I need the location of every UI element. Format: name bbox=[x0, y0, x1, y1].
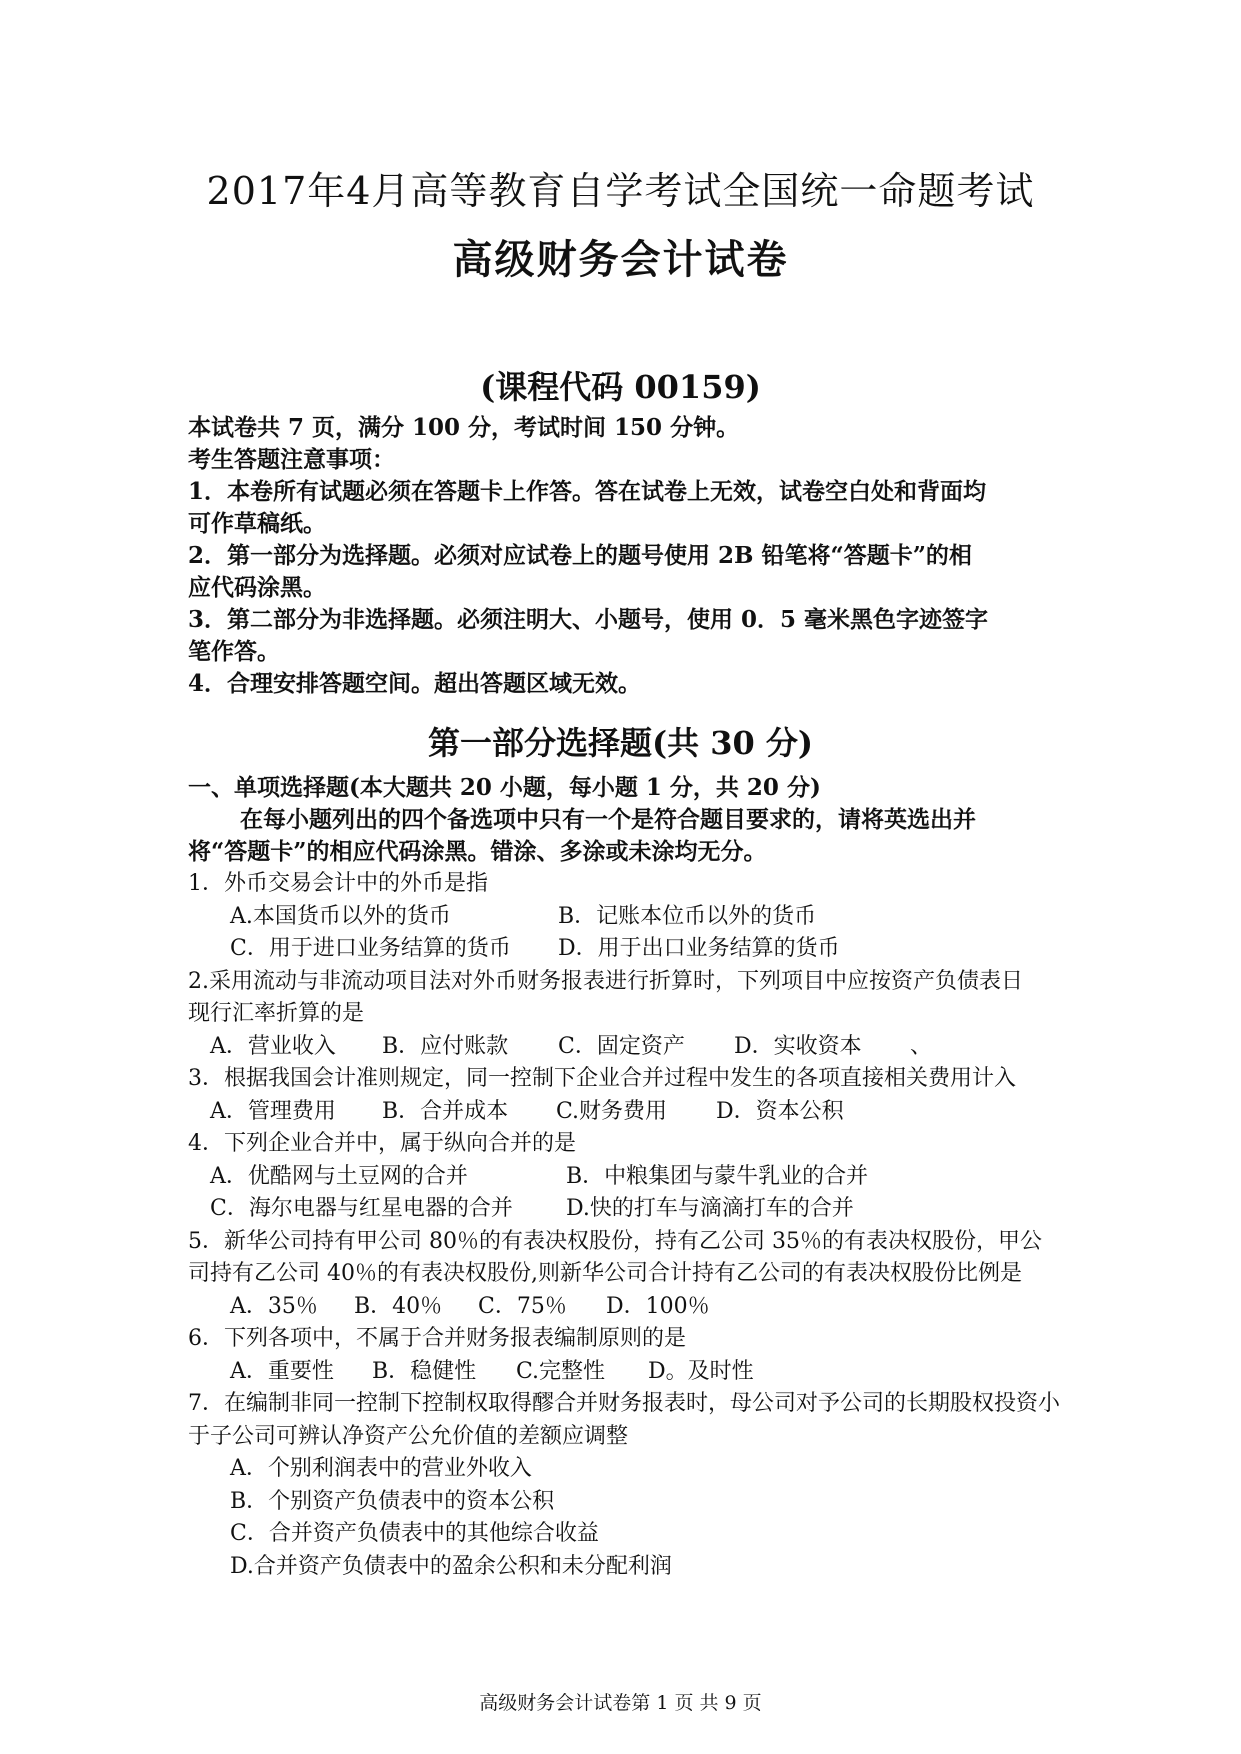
question-5-stem: 司持有乙公司 40％的有表决权股份,则新华公司合计持有乙公司的有表决权股份比例是 bbox=[188, 1261, 1022, 1286]
course-code: (课程代码 00159) bbox=[480, 368, 761, 406]
option-d: D.合并资产负债表中的盈余公积和未分配利润 bbox=[230, 1553, 672, 1579]
option-b: B．记账本位币以外的货币 bbox=[558, 903, 817, 929]
questions bbox=[188, 868, 1068, 1583]
option-b: B．中粮集团与蒙牛乳业的合并 bbox=[566, 1163, 869, 1189]
option-a: A．35％ bbox=[230, 1293, 318, 1319]
exam-title: 2017年4月高等教育自学考试全国统一命题考试 bbox=[206, 169, 1035, 213]
question-7-stem: 于子公司可辨认净资产公允价值的差额应调整 bbox=[188, 1423, 629, 1449]
question-7-stem: 7．在编制非同一控制下控制权取得醪合并财务报表时，母公司对予公司的长期股权投资小 bbox=[188, 1391, 1061, 1416]
option-b: B．40％ bbox=[354, 1293, 443, 1319]
option-a: A．个别利润表中的营业外收入 bbox=[230, 1456, 532, 1481]
question-4-options bbox=[188, 1193, 1068, 1226]
page-footer: 高级财务会计试卷第 1 页 共 9 页 bbox=[479, 1692, 762, 1714]
option-a: A．重要性 bbox=[230, 1358, 334, 1384]
option-d: D．实收资本 bbox=[734, 1033, 862, 1059]
option-c: C．75％ bbox=[478, 1293, 567, 1319]
question-5-options bbox=[188, 1291, 1068, 1324]
question-4-stem: 4．下列企业合并中，属于纵向合并的是 bbox=[188, 1131, 576, 1156]
option-d: D．资本公积 bbox=[716, 1098, 844, 1124]
question-4-options bbox=[188, 1161, 1068, 1194]
option-a: A．管理费用 bbox=[210, 1098, 336, 1124]
question-2-stem: 2.采用流动与非流动项目法对外币财务报表进行折算时，下列项目中应按资产负债表日 bbox=[188, 968, 1023, 994]
option-c: C.完整性 bbox=[516, 1358, 606, 1384]
option-a: A．营业收入 bbox=[210, 1033, 336, 1059]
option-d: D．100％ bbox=[606, 1293, 710, 1319]
instructions bbox=[188, 412, 1068, 700]
option-c: C．海尔电器与红星电器的合并 bbox=[210, 1196, 513, 1221]
option-c: C.财务费用 bbox=[556, 1098, 668, 1124]
question-6-options bbox=[188, 1356, 1068, 1389]
option-d: D．用于出口业务结算的货币 bbox=[558, 936, 840, 961]
notice-line: 可作草稿纸。 bbox=[188, 510, 326, 537]
notice-line: 2．第一部分为选择题。必须对应试卷上的题号使用 2B 铅笔将“答题卡”的相 bbox=[188, 542, 972, 569]
option-b: B．个别资产负债表中的资本公积 bbox=[230, 1488, 555, 1514]
option-c: C．合并资产负债表中的其他综合收益 bbox=[230, 1521, 599, 1546]
option-d: D.快的打车与滴滴打车的合并 bbox=[566, 1196, 854, 1221]
notice-line: 3．第二部分为非选择题。必须注明大、小题号，使用 0．5 毫米黑色字迹签字 bbox=[188, 606, 989, 633]
notice-line: 笔作答。 bbox=[188, 638, 280, 665]
notice-line: 1．本卷所有试题必须在答题卡上作答。答在试卷上无效，试卷空白处和背面均 bbox=[188, 478, 987, 505]
stray-mark: 、 bbox=[910, 1033, 933, 1059]
option-b: B．应付账款 bbox=[382, 1033, 509, 1059]
question-3-options bbox=[188, 1096, 1068, 1129]
option-b: B．合并成本 bbox=[382, 1098, 509, 1124]
exam-summary: 本试卷共 7 页，满分 100 分，考试时间 150 分钟。 bbox=[188, 414, 740, 441]
question-2-stem: 现行汇率折算的是 bbox=[188, 1001, 365, 1026]
question-1-stem: 1．外币交易会计中的外币是指 bbox=[188, 871, 488, 896]
notice-line: 4．合理安排答题空间。超出答题区域无效。 bbox=[188, 670, 642, 697]
option-c: C．固定资产 bbox=[558, 1033, 685, 1059]
option-a: A．优酷网与土豆网的合并 bbox=[210, 1163, 468, 1189]
section-one bbox=[188, 772, 1068, 868]
question-1-options bbox=[188, 901, 1068, 934]
option-c: C．用于进口业务结算的货币 bbox=[230, 936, 511, 961]
question-1-options bbox=[188, 933, 1068, 966]
section-description: 将“答题卡”的相应代码涂黑。错涂、多涂或未涂均无分。 bbox=[188, 838, 767, 865]
question-3-stem: 3．根据我国会计准则规定，同一控制下企业合并过程中发生的各项直接相关费用计入 bbox=[188, 1066, 1016, 1091]
question-6-stem: 6．下列各项中，不属于合并财务报表编制原则的是 bbox=[188, 1326, 686, 1351]
section-description: 在每小题列出的四个备选项中只有一个是符合题目要求的，请将英选出并 bbox=[240, 806, 976, 833]
part-one-heading: 第一部分选择题(共 30 分) bbox=[427, 724, 814, 762]
option-d: D。及时性 bbox=[648, 1358, 754, 1384]
question-5-stem: 5．新华公司持有甲公司 80％的有表决权股份，持有乙公司 35％的有表决权股份，甲公 bbox=[188, 1228, 1042, 1254]
question-2-options bbox=[188, 1031, 1068, 1064]
notice-line: 应代码涂黑。 bbox=[188, 574, 326, 601]
option-b: B．稳健性 bbox=[372, 1358, 477, 1384]
option-a: A.本国货币以外的货币 bbox=[230, 903, 451, 929]
paper-title: 高级财务会计试卷 bbox=[452, 236, 789, 283]
section-title: 一、单项选择题(本大题共 20 小题，每小题 1 分，共 20 分) bbox=[188, 774, 821, 801]
notice-heading: 考生答题注意事项： bbox=[188, 446, 395, 473]
